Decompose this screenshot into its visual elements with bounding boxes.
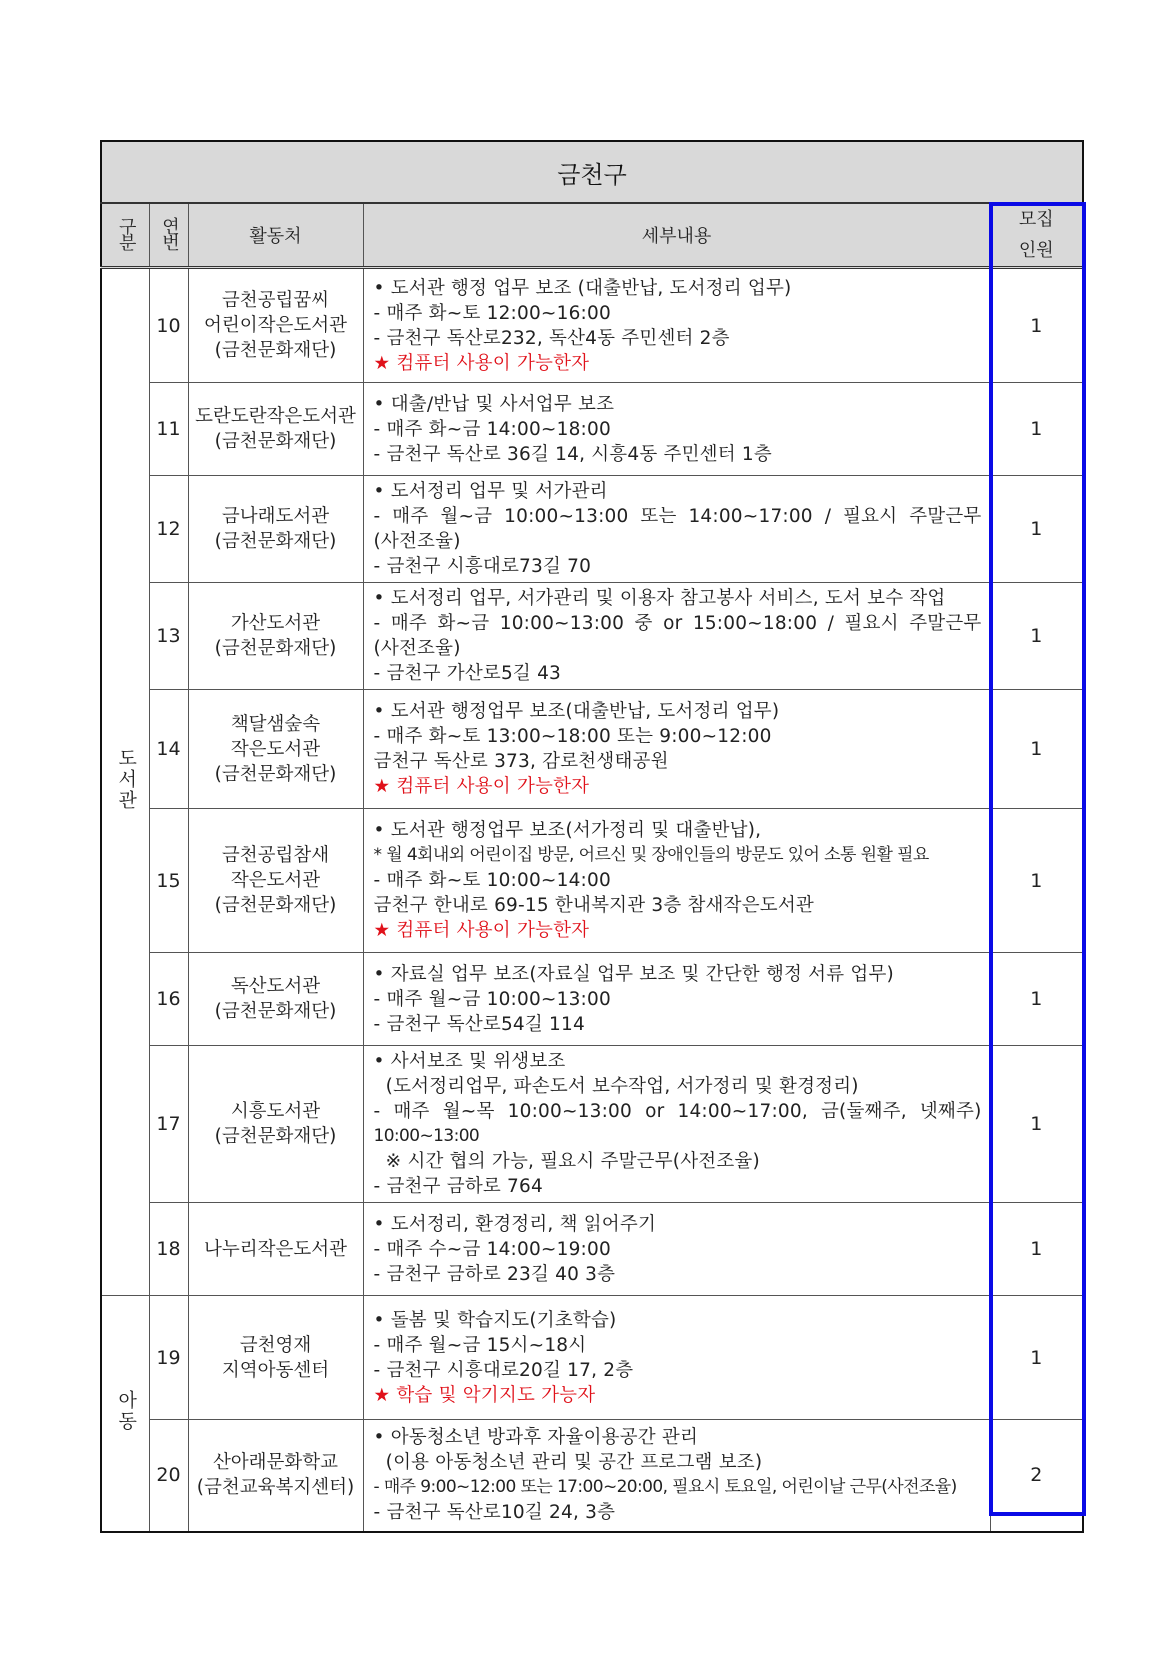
detail-line: (사전조율) — [373, 531, 461, 552]
detail-line: (이용 아동청소년 관리 및 공간 프로그램 보조) — [373, 1452, 763, 1474]
row-number: 11 — [149, 383, 188, 476]
recruit-count: 1 — [990, 268, 1083, 383]
recruit-count: 1 — [990, 953, 1083, 1046]
table-row — [101, 583, 1083, 690]
detail-line: (도서정리업무, 파손도서 보수작업, 서가정리 및 환경정리) — [373, 1076, 859, 1097]
place-line: 산아래문화학교 — [212, 1452, 339, 1474]
table-title: 금천구 — [101, 141, 1083, 203]
details-cell — [363, 1420, 990, 1532]
requirement-note: ★ 컴퓨터 사용이 가능한자 — [373, 352, 590, 374]
detail-line: - 매주 월~금 10:00~13:00 — [373, 988, 611, 1010]
recruit-count: 1 — [990, 583, 1083, 690]
row-number: 12 — [149, 476, 188, 583]
recruit-count: 1 — [990, 476, 1083, 583]
table-row — [101, 690, 1083, 809]
details-cell — [363, 583, 990, 690]
detail-line: 금천구 한내로 69-15 한내복지관 3층 참새작은도서관 — [373, 895, 814, 916]
detail-line: - 금천구 시흥대로73길 70 — [373, 556, 592, 577]
detail-line: - 매주 수~금 14:00~19:00 — [373, 1238, 611, 1260]
detail-line: - 금천구 독산로10길 24, 3층 — [373, 1502, 616, 1524]
detail-line: • 자료실 업무 보조(자료실 업무 보조 및 간단한 행정 서류 업무) — [373, 963, 894, 985]
table-body — [101, 268, 1083, 1532]
place-line: (금천교육복지센터) — [196, 1477, 355, 1499]
detail-line: 금천구 독산로 373, 감로천생태공원 — [373, 751, 669, 772]
activity-place — [188, 383, 363, 476]
row-number: 13 — [149, 583, 188, 690]
recruit-count: 1 — [990, 1046, 1083, 1203]
place-line: 작은도서관 — [230, 738, 321, 760]
activity-place — [188, 809, 363, 953]
activity-place — [188, 1420, 363, 1532]
details-cell — [363, 1203, 990, 1296]
recruitment-table-sheet — [100, 140, 1082, 1533]
detail-line: - 매주 화~토 13:00~18:00 또는 9:00~12:00 — [373, 726, 772, 747]
row-number: 14 — [149, 690, 188, 809]
place-line: 어린이작은도서관 — [204, 315, 347, 336]
detail-line: * 월 4회내외 어린이집 방문, 어르신 및 장애인들의 방문도 있어 소통 원활 필요 — [373, 845, 929, 865]
activity-place — [188, 1203, 363, 1296]
detail-line: - 금천구 독산로54길 114 — [373, 1013, 585, 1035]
place-line: (금천문화재단) — [214, 895, 337, 916]
recruit-count: 1 — [990, 1296, 1083, 1420]
header-number: 연번 — [149, 203, 188, 268]
category-cell: 아동 — [101, 1296, 149, 1532]
recruitment-table — [100, 140, 1084, 1533]
category-cell: 도서관 — [101, 268, 149, 1296]
detail-line: • 도서정리 업무, 서가관리 및 이용자 참고봉사 서비스, 도서 보수 작업 — [373, 588, 946, 609]
requirement-note: ★ 컴퓨터 사용이 가능한자 — [373, 776, 590, 797]
details-cell — [363, 1046, 990, 1203]
detail-line: - 매주 9:00~12:00 또는 17:00~20:00, 필요시 토요일, 어린이날 근무(사전조율) — [373, 1477, 957, 1498]
place-line: (금천문화재단) — [214, 1001, 337, 1022]
activity-place — [188, 476, 363, 583]
detail-line: - 금천구 가산로5길 43 — [373, 663, 562, 684]
place-line: 시흥도서관 — [230, 1101, 321, 1122]
activity-place — [188, 583, 363, 690]
place-line: 나누리작은도서관 — [204, 1238, 347, 1260]
place-line: 독산도서관 — [230, 976, 321, 997]
place-line: 도란도란작은도서관 — [195, 406, 356, 427]
detail-line: • 도서정리 업무 및 서가관리 — [373, 481, 608, 502]
detail-line: • 사서보조 및 위생보조 — [373, 1051, 566, 1072]
activity-place — [188, 1296, 363, 1420]
table-row — [101, 1203, 1083, 1296]
activity-place — [188, 953, 363, 1046]
recruit-count: 2 — [990, 1420, 1083, 1532]
table-row — [101, 476, 1083, 583]
activity-place — [188, 1046, 363, 1203]
header-recruit-label: 모집 인원 — [1018, 209, 1054, 261]
detail-line: • 도서관 행정 업무 보조 (대출반납, 도서정리 업무) — [373, 277, 792, 299]
detail-line: • 도서관 행정업무 보조(대출반납, 도서정리 업무) — [373, 701, 780, 722]
activity-place — [188, 690, 363, 809]
place-line: (금천문화재단) — [214, 1126, 337, 1147]
details-cell — [363, 383, 990, 476]
header-category: 구분 — [101, 203, 149, 268]
row-number: 10 — [149, 268, 188, 383]
place-line: 가산도서관 — [230, 613, 321, 634]
details-cell — [363, 953, 990, 1046]
details-cell — [363, 809, 990, 953]
detail-line: - 금천구 독산로 36길 14, 시흥4동 주민센터 1층 — [373, 443, 772, 465]
detail-line: - 매주 화~금 10:00~13:00 중 or 15:00~18:00 / 필요시 주말근무 — [373, 613, 982, 634]
detail-line: - 금천구 독산로232, 독산4동 주민센터 2층 — [373, 327, 730, 349]
place-line: 작은도서관 — [230, 870, 321, 891]
table-row — [101, 268, 1083, 383]
detail-line: • 대출/반납 및 사서업무 보조 — [373, 393, 615, 415]
row-number: 16 — [149, 953, 188, 1046]
details-cell — [363, 690, 990, 809]
requirement-note: ★ 학습 및 악기지도 가능자 — [373, 1384, 596, 1406]
table-row — [101, 809, 1083, 953]
place-line: 금천공립꿈씨 — [221, 290, 330, 311]
detail-line: - 금천구 시흥대로20길 17, 2층 — [373, 1359, 634, 1381]
row-number: 18 — [149, 1203, 188, 1296]
table-row — [101, 953, 1083, 1046]
table-row — [101, 1046, 1083, 1203]
details-cell — [363, 1296, 990, 1420]
place-line: (금천문화재단) — [214, 531, 337, 552]
recruit-count: 1 — [990, 1203, 1083, 1296]
detail-line: (사전조율) — [373, 638, 461, 659]
detail-line: - 매주 월~금 10:00~13:00 또는 14:00~17:00 / 필요시 주말근무 — [373, 506, 982, 527]
details-cell — [363, 476, 990, 583]
place-line: (금천문화재단) — [214, 763, 337, 785]
header-recruit — [990, 203, 1083, 268]
row-number: 15 — [149, 809, 188, 953]
detail-line: 10:00~13:00 — [373, 1126, 480, 1146]
recruit-count: 1 — [990, 690, 1083, 809]
detail-line: ※ 시간 협의 가능, 필요시 주말근무(사전조율) — [373, 1151, 760, 1172]
detail-line: - 매주 화~금 14:00~18:00 — [373, 418, 611, 440]
header-details: 세부내용 — [363, 203, 990, 268]
place-line: (금천문화재단) — [214, 340, 337, 361]
detail-line: - 매주 화~토 10:00~14:00 — [373, 870, 611, 891]
row-number: 20 — [149, 1420, 188, 1532]
place-line: 금천영재 — [239, 1334, 312, 1356]
detail-line: - 매주 월~금 15시~18시 — [373, 1334, 587, 1356]
details-cell — [363, 268, 990, 383]
header-place: 활동처 — [188, 203, 363, 268]
detail-line: • 돌봄 및 학습지도(기초학습) — [373, 1309, 617, 1331]
detail-line: • 아동청소년 방과후 자율이용공간 관리 — [373, 1427, 699, 1449]
detail-line: - 금천구 금하로 23길 40 3층 — [373, 1263, 616, 1285]
row-number: 17 — [149, 1046, 188, 1203]
table-row — [101, 1420, 1083, 1532]
table-row — [101, 1296, 1083, 1420]
detail-line: • 도서관 행정업무 보조(서가정리 및 대출반납), — [373, 820, 762, 841]
row-number: 19 — [149, 1296, 188, 1420]
requirement-note: ★ 컴퓨터 사용이 가능한자 — [373, 920, 590, 941]
activity-place — [188, 268, 363, 383]
place-line: 책달샘숲속 — [230, 713, 321, 735]
table-row — [101, 383, 1083, 476]
detail-line: • 도서정리, 환경정리, 책 읽어주기 — [373, 1213, 657, 1235]
recruit-count: 1 — [990, 809, 1083, 953]
recruit-count: 1 — [990, 383, 1083, 476]
detail-line: - 매주 화~토 12:00~16:00 — [373, 302, 611, 324]
place-line: 금천공립참새 — [221, 845, 330, 866]
place-line: (금천문화재단) — [214, 638, 337, 659]
detail-line: - 금천구 금하로 764 — [373, 1176, 543, 1197]
place-line: 금나래도서관 — [221, 506, 330, 527]
detail-line: - 매주 월~목 10:00~13:00 or 14:00~17:00, 금(둘째주, 넷째주) — [373, 1101, 982, 1122]
place-line: (금천문화재단) — [214, 431, 337, 452]
place-line: 지역아동센터 — [221, 1359, 330, 1381]
